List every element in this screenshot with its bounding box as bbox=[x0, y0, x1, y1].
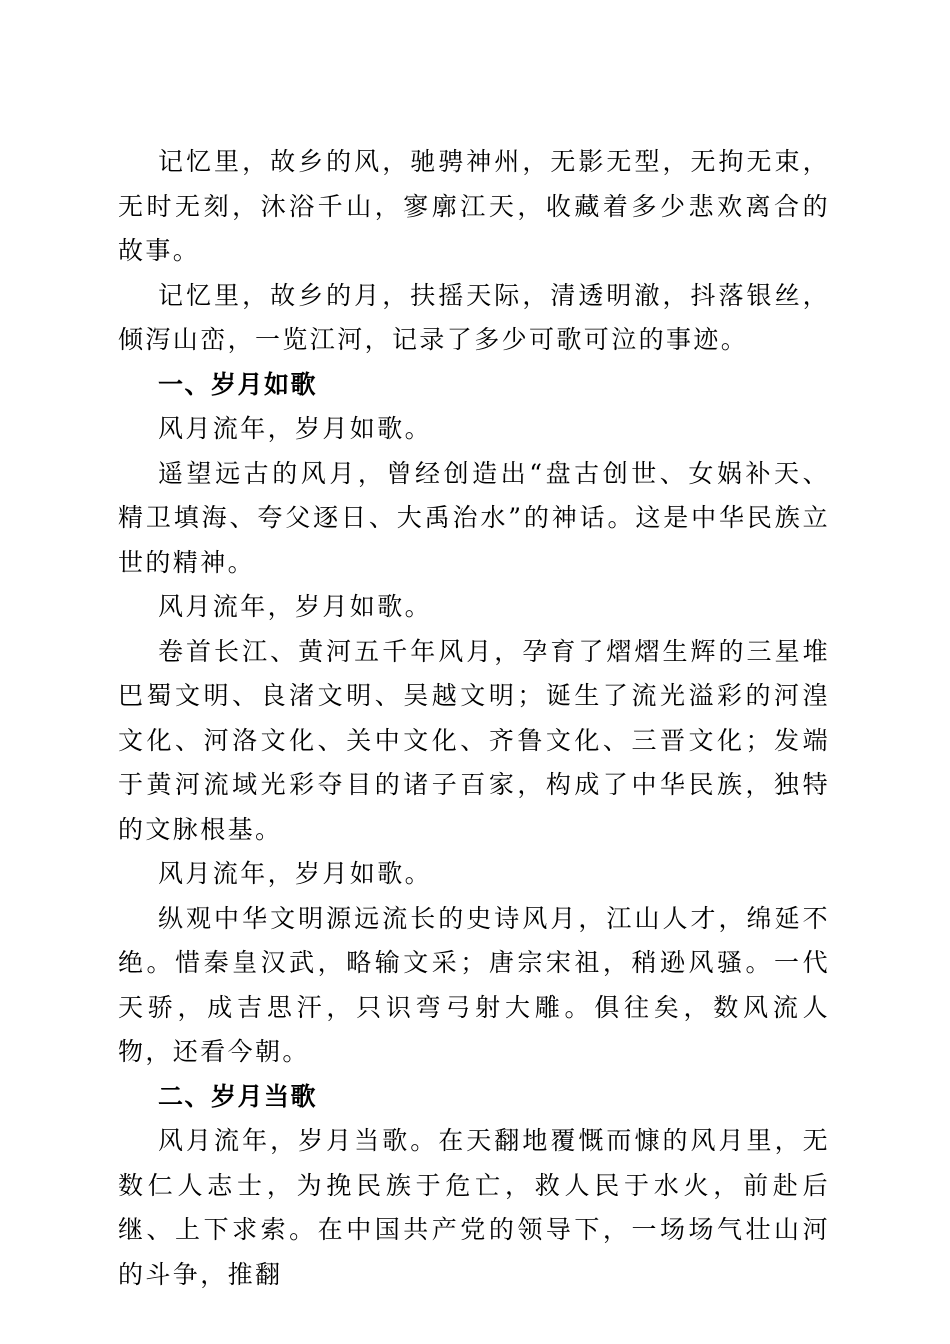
section-heading-2: 二、岁月当歌 bbox=[158, 1081, 318, 1111]
paragraph-refrain-1: 风月流年，岁月如歌。 bbox=[158, 414, 433, 443]
paragraph-1: 记忆里，故乡的风，驰骋神州，无影无型，无拘无束，无时无刻，沐浴千山，寥廓江天，收藏着多少悲欢离合的故事。 bbox=[118, 147, 830, 265]
document-body bbox=[118, 140, 830, 1297]
paragraph-5: 纵观中华文明源远流长的史诗风月，江山人才，绵延不绝。惜秦皇汉武，略输文采；唐宗宋祖，稍逊风骚。一代天骄，成吉思汗，只识弯弓射大雕。俱往矣，数风流人物，还看今朝。 bbox=[118, 903, 830, 1066]
paragraph-6: 风月流年，岁月当歌。在天翻地覆慨而慷的风月里，无数仁人志士，为挽民族于危亡，救人民于水火，前赴后继、上下求索。在中国共产党的领导下，一场场气壮山河的斗争，推翻 bbox=[118, 1126, 830, 1289]
section-heading-1: 一、岁月如歌 bbox=[158, 369, 318, 399]
paragraph-2: 记忆里，故乡的月，扶摇天际，清透明澈，抖落银丝，倾泻山峦，一览江河，记录了多少可歌可泣的事迹。 bbox=[118, 280, 830, 354]
paragraph-refrain-2: 风月流年，岁月如歌。 bbox=[158, 592, 433, 621]
paragraph-3: 遥望远古的风月，曾经创造出“盘古创世、女娲补天、精卫填海、夸父逐日、大禹治水”的神话。这是中华民族立世的精神。 bbox=[118, 458, 830, 577]
paragraph-refrain-3: 风月流年，岁月如歌。 bbox=[158, 859, 433, 888]
paragraph-4: 卷首长江、黄河五千年风月，孕育了熠熠生辉的三星堆巴蜀文明、良渚文明、吴越文明；诞生了流光溢彩的河湟文化、河洛文化、关中文化、齐鲁文化、三晋文化；发端于黄河流域光彩夺目的诸子百家，构成了中华民族，独特的文脉根基。 bbox=[118, 636, 830, 844]
